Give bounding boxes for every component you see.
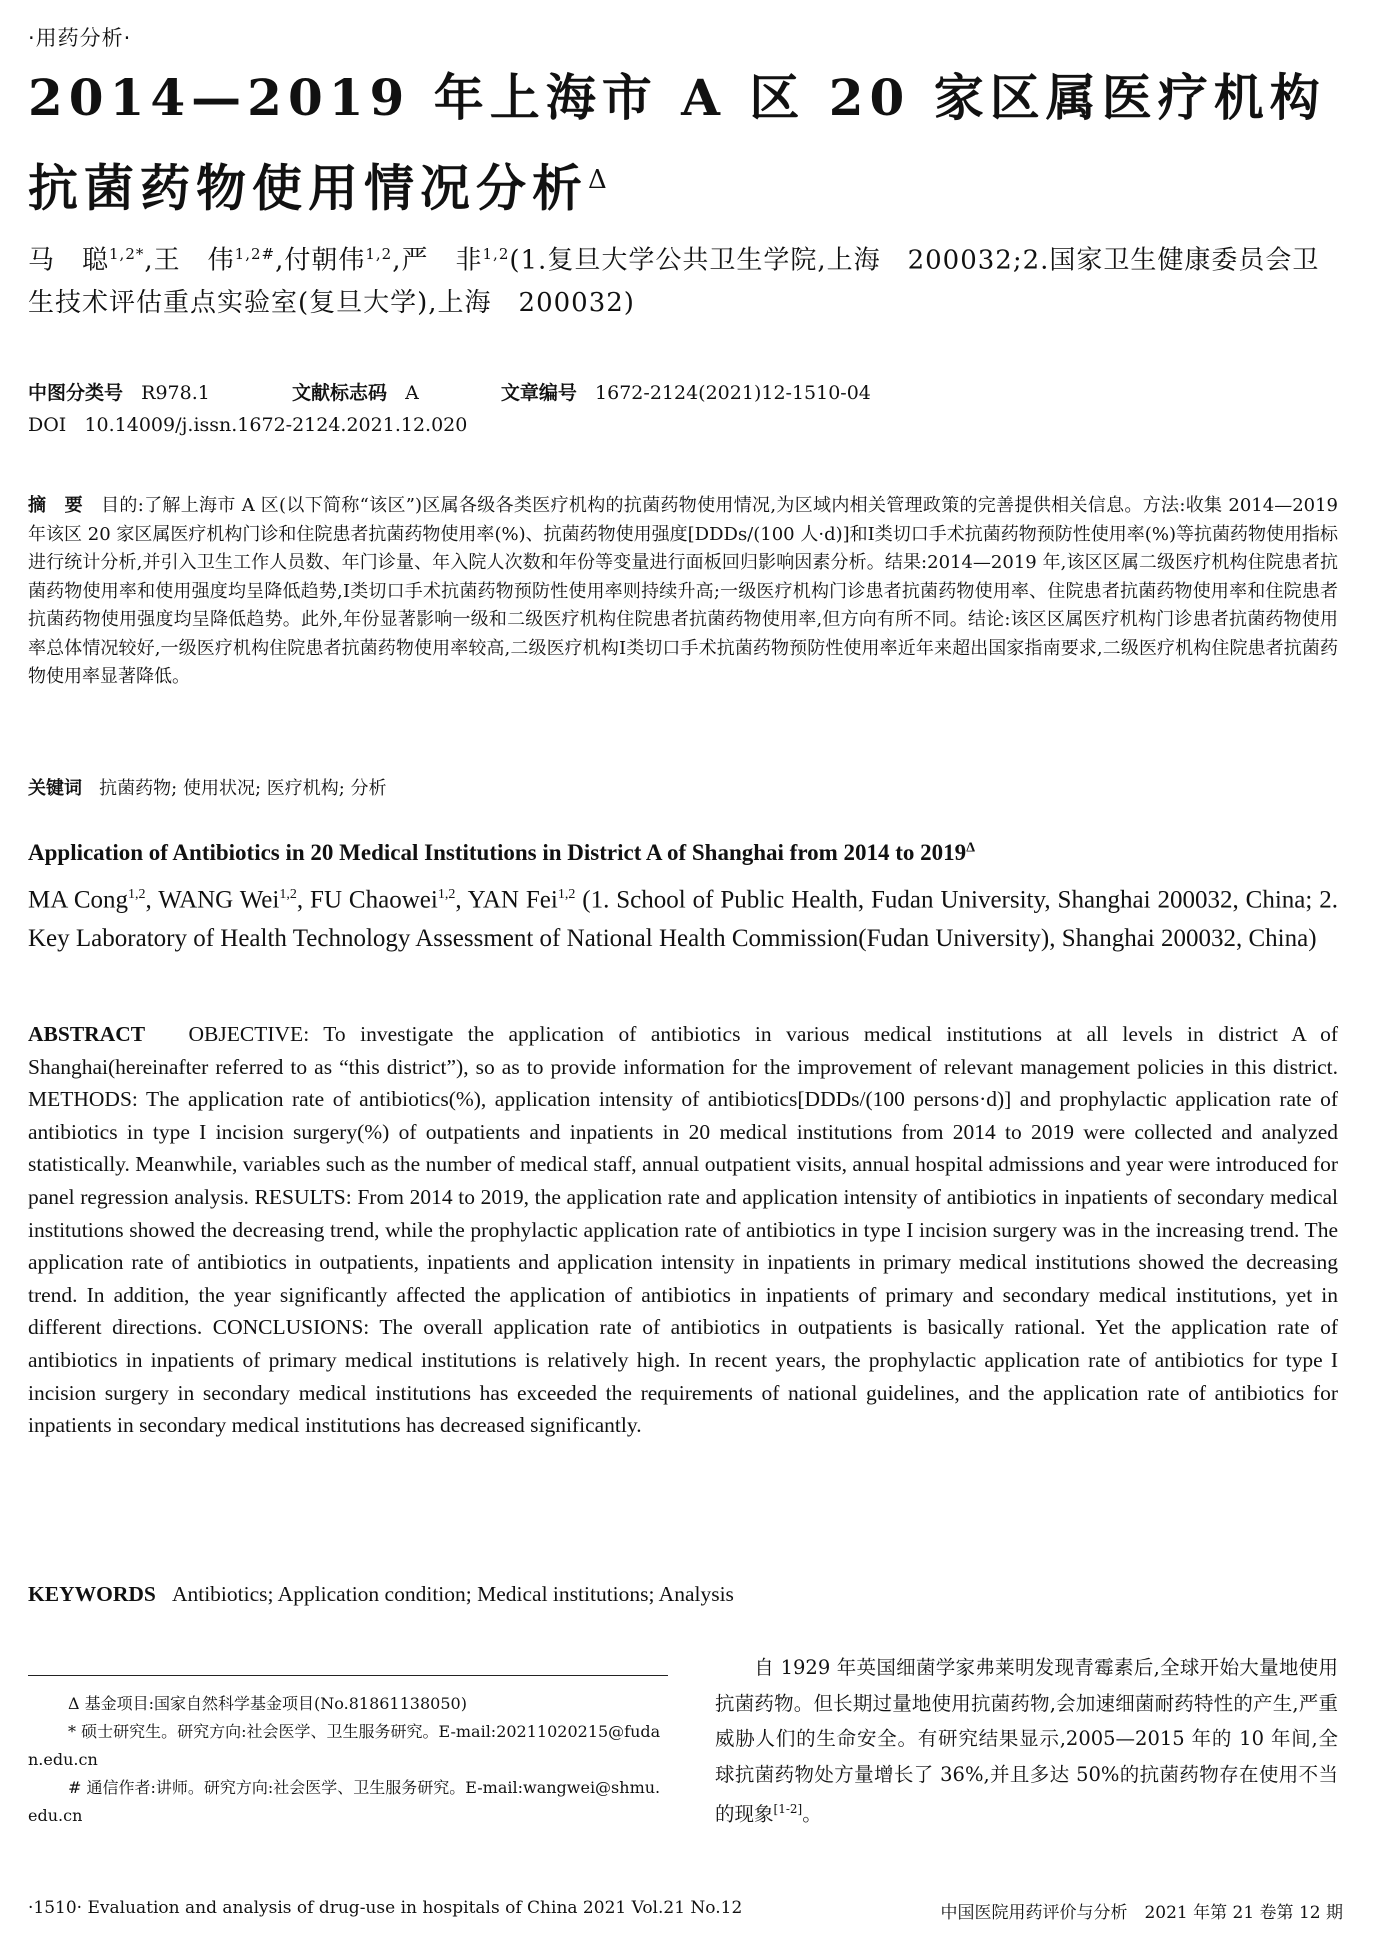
body-paragraph-text: 自 1929 年英国细菌学家弗莱明发现青霉素后,全球开始大量地使用抗菌药物。但长期过量地使用抗菌药物,会加速细菌耐药特性的产生,严重威胁人们的生命安全。有研究结果显示,2005—2015 年的 10 年间,全球抗菌药物处方量增长了 36%,并且多达 50%的抗菌药物存在使用不当的现象	[715, 1656, 1338, 1826]
affiliation-cn: (1.复旦大学公共卫生学院,上海 200032;2.国家卫生健康委员会卫生技术评估重点实验室(复旦大学),上海 200032)	[28, 245, 1320, 318]
author-cn-3-sup: 1,2	[365, 245, 393, 263]
abstract-en-label: ABSTRACT	[28, 1022, 146, 1046]
author-en-1: MA Cong	[28, 886, 129, 914]
doc-code-value: A	[405, 382, 419, 404]
doc-code-label: 文献标志码	[291, 382, 387, 404]
author-cn-3: 付朝伟	[284, 245, 366, 276]
keywords-en	[28, 1578, 1338, 1611]
footnote-divider	[28, 1675, 668, 1676]
author-cn-1: 马 聪	[28, 245, 110, 276]
body-paragraph-end: 。	[802, 1802, 822, 1826]
author-cn-2-sup: 1,2#	[234, 245, 276, 263]
doi-line	[28, 414, 467, 436]
column-tag: ·用药分析·	[28, 26, 132, 50]
title-cn-line2	[28, 150, 613, 219]
keywords-cn	[28, 775, 1338, 804]
footnote-fund: Δ 基金项目:国家自然科学基金项目(No.81861138050)	[68, 1694, 467, 1713]
body-citation: [1-2]	[773, 1802, 803, 1816]
clc-value: R978.1	[141, 382, 210, 404]
author-en-1-sup: 1,2	[128, 887, 146, 902]
clc-label: 中图分类号	[28, 382, 124, 404]
author-en-4-sup: 1,2	[557, 887, 576, 902]
doi-value: 10.14009/j.issn.1672-2124.2021.12.020	[84, 414, 468, 436]
author-en-2: WANG Wei	[158, 886, 280, 914]
footnotes	[28, 1690, 668, 1830]
keywords-en-label: KEYWORDS	[28, 1582, 156, 1606]
page-footer-left: ·1510· Evaluation and analysis of drug-use in hospitals of China 2021 Vol.21 No.12	[28, 1898, 743, 1918]
author-cn-4-sup: 1,2	[482, 245, 510, 263]
title-en	[28, 840, 975, 866]
footnote-first-author: * 硕士研究生。研究方向:社会医学、卫生服务研究。E-mail:20211020215@fudan.edu.cn	[28, 1722, 661, 1769]
author-cn-4: 严 非	[401, 245, 483, 276]
abstract-cn	[28, 492, 1338, 692]
title-en-text: Application of Antibiotics in 20 Medical Institutions in District A of Shanghai from 2014 to 2019	[28, 840, 967, 865]
footnote-corresponding: # 通信作者:讲师。研究方向:社会医学、卫生服务研究。E-mail:wangwei@shmu.edu.cn	[28, 1778, 661, 1825]
abstract-cn-text: 目的:了解上海市 A 区(以下简称“该区”)区属各级各类医疗机构的抗菌药物使用情况,为区域内相关管理政策的完善提供相关信息。方法:收集 2014—2019 年该区 20 家区属医疗机构门诊和住院患者抗菌药物使用率(%)、抗菌药物使用强度[DDDs/(100 人·d)]和Ⅰ类切口手术抗菌药物预防性使用率(%)等抗菌药物使用指标进行统计分析,并引入卫生工作人员数、年门诊量、年入院人次数和年份等变量进行面板回归影响因素分析。结果:2014—2019 年,该区区属二级医疗机构住院患者抗菌药物使用率和使用强度均呈降低趋势,Ⅰ类切口手术抗菌药物预防性使用率则持续升高;一级医疗机构门诊患者抗菌药物使用率、住院患者抗菌药物使用率和住院患者抗菌药物使用强度均呈降低趋势。此外,年份显著影响一级和二级医疗机构住院患者抗菌药物使用率,但方向有所不同。结论:该区区属医疗机构门诊患者抗菌药物使用率总体情况较好,一级医疗机构住院患者抗菌药物使用率较高,二级医疗机构Ⅰ类切口手术抗菌药物预防性使用率近年来超出国家指南要求,二级医疗机构住院患者抗菌药物使用率显著降低。	[28, 495, 1339, 687]
author-en-3-sup: 1,2	[437, 887, 456, 902]
abstract-cn-label: 摘 要	[28, 495, 83, 516]
abstract-en	[28, 1018, 1338, 1442]
author-cn-2: 王 伟	[153, 245, 235, 276]
keywords-cn-label: 关键词	[28, 778, 82, 799]
title-cn-line1: 2014—2019 年上海市 A 区 20 家区属医疗机构	[28, 68, 1326, 127]
page-footer-right: 中国医院用药评价与分析 2021 年第 21 卷第 12 期	[940, 1903, 1343, 1923]
doi-label: DOI	[28, 414, 67, 436]
author-en-3: FU Chaowei	[310, 886, 438, 914]
author-en-4: YAN Fei	[467, 886, 558, 914]
body-paragraph	[715, 1650, 1338, 1832]
article-number-value: 1672-2124(2021)12-1510-04	[595, 382, 871, 404]
classification-line	[28, 378, 871, 405]
title-cn-line2-text: 抗菌药物使用情况分析	[28, 158, 588, 218]
authors-en: MA Cong$^{1,2}$, WANG Wei$^{1,2}$, FU Chaowei$^{1,2}$, YAN Fei$^{1,2}$ (1. School of Public Health, Fudan University, Shanghai 200032, China; 2. Key Laboratory of Health Technology Assessment of National Health Commission(Fudan University), Shanghai 200032, China)	[28, 886, 1339, 953]
abstract-en-text: OBJECTIVE: To investigate the application of antibiotics in various medical institutions at all levels in district A of Shanghai(hereinafter referred to as “this district”), so as to provide information for the improvement of relevant management policies in this district. METHODS: The application rate of antibiotics(%), application intensity of antibiotics[DDDs/(100 persons·d)] and prophylactic application rate of antibiotics in type I incision surgery(%) of outpatients and inpatients in 20 medical institutions from 2014 to 2019 were collected and analyzed statistically. Meanwhile, variables such as the number of medical staff, annual outpatient visits, annual hospital admissions and year were introduced for panel regression analysis. RESULTS: From 2014 to 2019, the application rate and application intensity of antibiotics in inpatients of secondary medical institutions showed the decreasing trend, while the prophylactic application rate of antibiotics in type I incision surgery was in the increasing trend. The application rate of antibiotics in outpatients, inpatients and application intensity in inpatients in primary medical institutions showed the decreasing trend. In addition, the year significantly affected the application of antibiotics in inpatients of primary and secondary medical institutions, yet in different directions. CONCLUSIONS: The overall application rate of antibiotics in outpatients is basically rational. Yet the application rate of antibiotics in inpatients of primary medical institutions is relatively high. In recent years, the prophylactic application rate of antibiotics for type I incision surgery in secondary medical institutions has exceeded the requirements of national guidelines, and the application rate of antibiotics for inpatients in secondary medical institutions has decreased significantly.	[28, 1022, 1338, 1438]
title-cn-mark: Δ	[588, 165, 613, 195]
keywords-cn-text: 抗菌药物; 使用状况; 医疗机构; 分析	[99, 778, 387, 799]
author-en-2-sup: 1,2	[279, 887, 297, 902]
keywords-en-text: Antibiotics; Application condition; Medical institutions; Analysis	[171, 1582, 734, 1606]
author-cn-1-sup: 1,2*	[109, 245, 145, 263]
title-en-mark: Δ	[966, 840, 975, 856]
affiliation-en: (1. School of Public Health, Fudan University, Shanghai 200032, China; 2. Key Laboratory of Health Technology Assessment of National Health Commission(Fudan University), Shanghai 200032, China)	[28, 886, 1339, 953]
article-number-label: 文章编号	[500, 382, 577, 404]
authors-cn: 马 聪$^{1,2*}$,王 伟$^{1,2\#}$,付朝伟$^{1,2}$,严 非$^{1,2}$(1.复旦大学公共卫生学院,上海 200032;2.国家卫生健康委员会卫生技术评估重点实验室(复旦大学),上海 200032)	[28, 245, 1320, 318]
